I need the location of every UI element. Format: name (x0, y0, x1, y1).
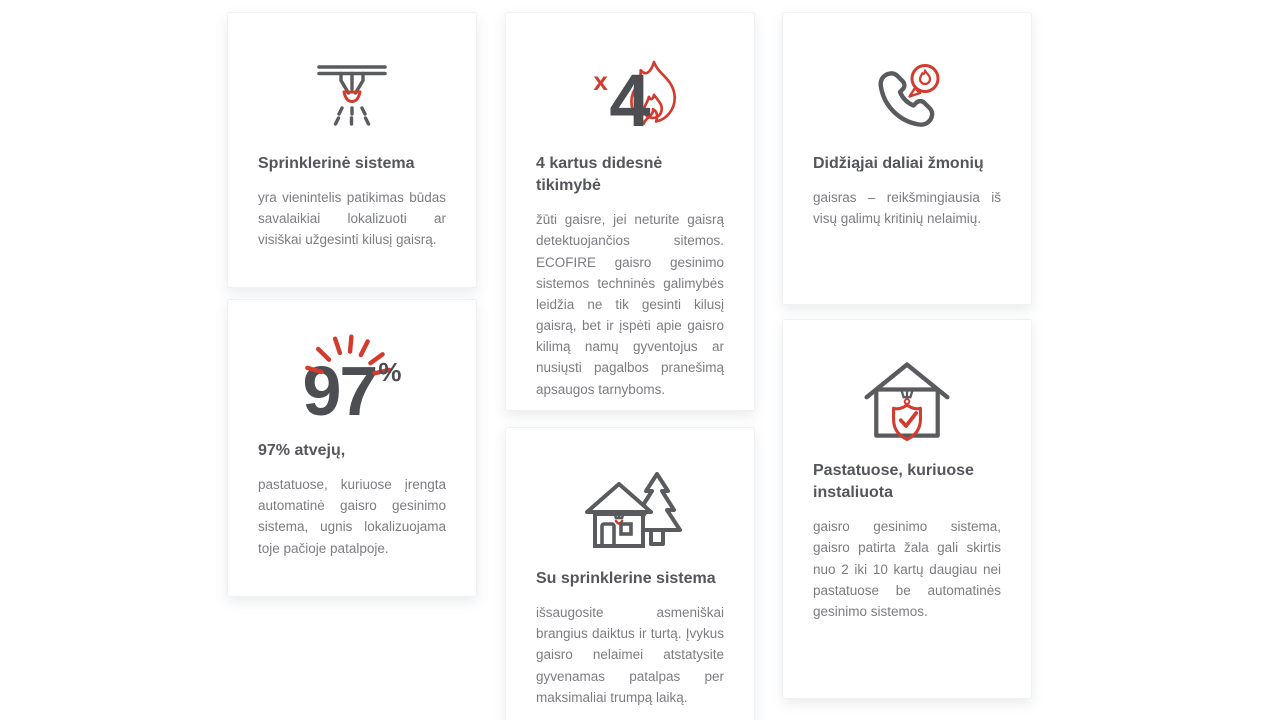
sprinkler-icon (315, 63, 389, 132)
card-body-text: yra vienintelis patikimas būdas savalaikiai lokalizuoti ar visiškai užgesinti kilusį gaisrą. (258, 190, 446, 248)
card-sprinkler-system (227, 12, 477, 288)
card-title: Didžiąjai daliai žmonių (813, 155, 984, 172)
card-media (813, 356, 1001, 452)
card-media (258, 336, 446, 432)
big-number: 97 (302, 351, 377, 430)
phone-flame-icon (869, 62, 945, 133)
card-media (813, 49, 1001, 145)
97-percent-graphic (302, 351, 402, 430)
card-with-sprinkler-system (505, 427, 755, 720)
card-title: Su sprinklerine sistema (536, 570, 716, 587)
card-body-text: gaisras – reikšmingiausia iš visų galimų kritinių nelaimių. (813, 190, 1001, 227)
card-media (258, 49, 446, 145)
card-title: 4 kartus didesnė tikimybė (536, 155, 663, 195)
card-title: Sprinklerinė sistema (258, 155, 415, 172)
card-title: 97% atvejų, (258, 442, 346, 459)
x4-graphic (593, 58, 651, 142)
house-tree-icon (575, 468, 685, 557)
house-shield-icon (859, 358, 955, 451)
card-title: Pastatuose, kuriuose instaliuota (813, 462, 974, 502)
card-body-text: žūti gaisre, jei neturite gaisrą detektuojančios sitemos. ECOFIRE gaisro gesinimo sistemos techninės galimybės leidžia ne tik gesinti kilusį gaisrą, bet ir įspėti apie gaisro kilimą namų gyventojus ar nusiųsti pagalbos pranešimą apsaugos tarnyboms. (536, 212, 724, 397)
card-body-text: pastatuose, kuriuose įrengta automatinė gaisro gesinimo sistema, ugnis lokalizuojama toje pačioje patalpoje. (258, 477, 446, 556)
card-most-people (782, 12, 1032, 305)
percent-sign: % (378, 356, 402, 387)
multiplier-prefix: x (593, 65, 608, 96)
multiplier-value: 4 (609, 58, 651, 142)
card-body-text: gaisro gesinimo sistema, gaisro patirta žala gali skirtis nuo 2 iki 10 kartų daugiau nei pastatuose be automatinės gesinimo sistemos. (813, 519, 1001, 619)
card-body-text: išsaugosite asmeniškai brangius daiktus ir turtą. Įvykus gaisro nelaimei atstatysite gyvenamas patalpas per maksimaliai trumpą laiką. (536, 605, 724, 705)
card-media (536, 464, 724, 560)
card-installed-buildings (782, 319, 1032, 699)
card-media (536, 49, 724, 145)
card-97-percent (227, 299, 477, 597)
card-x4-likelihood (505, 12, 755, 411)
